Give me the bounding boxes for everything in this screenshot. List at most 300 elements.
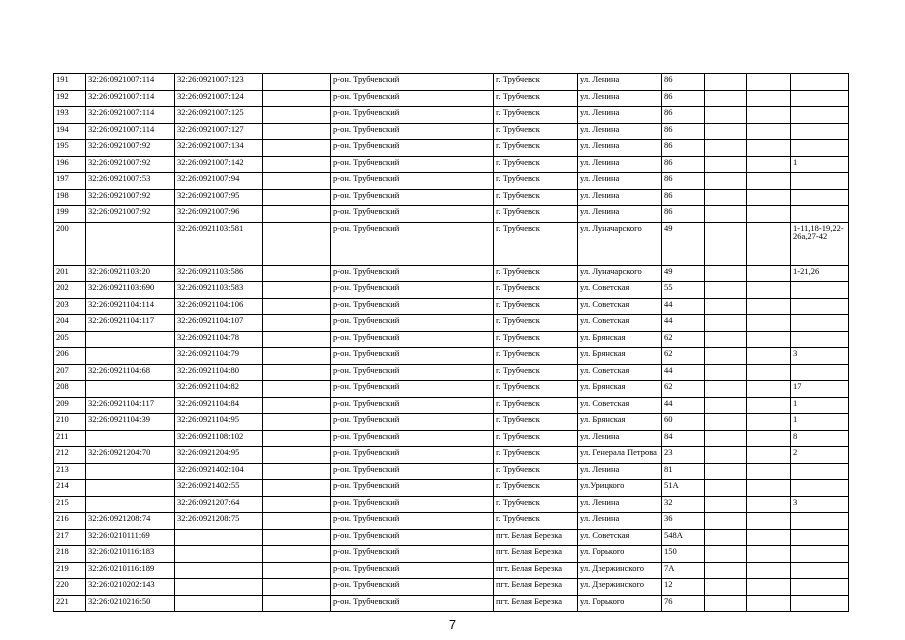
cell-extra-column-2 bbox=[747, 480, 791, 497]
cell-apartment-numbers: 1-21,26 bbox=[791, 265, 849, 282]
cell-locality: г. Трубчевск bbox=[494, 381, 578, 398]
cell-locality: г. Трубчевск bbox=[494, 348, 578, 365]
cell-cadastral-number: 32:26:0921007:94 bbox=[175, 173, 263, 190]
cell-blank-column bbox=[263, 414, 331, 431]
cell-locality: пгт. Белая Березка bbox=[494, 562, 578, 579]
cell-apartment-numbers bbox=[791, 463, 849, 480]
cell-cadastral-number-parent: 32:26:0921007:92 bbox=[86, 206, 175, 223]
cell-locality: г. Трубчевск bbox=[494, 265, 578, 282]
cell-house-number: 86 bbox=[662, 74, 705, 91]
cell-blank-column bbox=[263, 430, 331, 447]
cell-apartment-numbers bbox=[791, 315, 849, 332]
table-row bbox=[54, 265, 849, 282]
cell-blank-column bbox=[263, 463, 331, 480]
cell-extra-column-2 bbox=[747, 282, 791, 299]
cell-extra-column-1 bbox=[705, 331, 747, 348]
table-row bbox=[54, 430, 849, 447]
table-row bbox=[54, 546, 849, 563]
cell-apartment-numbers bbox=[791, 74, 849, 91]
cell-apartment-numbers bbox=[791, 529, 849, 546]
cell-house-number: 62 bbox=[662, 348, 705, 365]
cell-cadastral-number: 32:26:0921007:125 bbox=[175, 107, 263, 124]
cell-apartment-numbers: 3 bbox=[791, 348, 849, 365]
table-row bbox=[54, 364, 849, 381]
table-row bbox=[54, 173, 849, 190]
cell-apartment-numbers: 1-11,18-19,22-26а,27-42 bbox=[791, 222, 849, 265]
cell-locality: г. Трубчевск bbox=[494, 463, 578, 480]
cell-row-number: 192 bbox=[54, 90, 86, 107]
cell-extra-column-1 bbox=[705, 430, 747, 447]
cell-district: р-он. Трубчевский bbox=[331, 430, 494, 447]
cell-locality: г. Трубчевск bbox=[494, 90, 578, 107]
cell-blank-column bbox=[263, 546, 331, 563]
cell-locality: г. Трубчевск bbox=[494, 480, 578, 497]
cell-cadastral-number-parent: 32:26:0210111:69 bbox=[86, 529, 175, 546]
table-row bbox=[54, 107, 849, 124]
cell-locality: г. Трубчевск bbox=[494, 496, 578, 513]
cell-row-number: 216 bbox=[54, 513, 86, 530]
cell-blank-column bbox=[263, 562, 331, 579]
cell-extra-column-2 bbox=[747, 348, 791, 365]
cell-cadastral-number-parent bbox=[86, 463, 175, 480]
cell-district: р-он. Трубчевский bbox=[331, 156, 494, 173]
cell-street: ул. Луначарского bbox=[578, 265, 662, 282]
cell-district: р-он. Трубчевский bbox=[331, 562, 494, 579]
cell-extra-column-2 bbox=[747, 513, 791, 530]
cell-extra-column-1 bbox=[705, 579, 747, 596]
cell-house-number: 84 bbox=[662, 430, 705, 447]
cell-district: р-он. Трубчевский bbox=[331, 381, 494, 398]
cell-house-number: 81 bbox=[662, 463, 705, 480]
cell-street: ул. Советская bbox=[578, 364, 662, 381]
cell-row-number: 209 bbox=[54, 397, 86, 414]
cell-district: р-он. Трубчевский bbox=[331, 123, 494, 140]
cell-extra-column-2 bbox=[747, 364, 791, 381]
cell-cadastral-number: 32:26:0921207:64 bbox=[175, 496, 263, 513]
cell-extra-column-1 bbox=[705, 397, 747, 414]
table-row bbox=[54, 496, 849, 513]
cell-cadastral-number-parent: 32:26:0921007:114 bbox=[86, 90, 175, 107]
cell-locality: г. Трубчевск bbox=[494, 447, 578, 464]
cell-apartment-numbers bbox=[791, 513, 849, 530]
cell-cadastral-number: 32:26:0921204:95 bbox=[175, 447, 263, 464]
cell-blank-column bbox=[263, 107, 331, 124]
cell-district: р-он. Трубчевский bbox=[331, 282, 494, 299]
table-row bbox=[54, 595, 849, 612]
cell-cadastral-number bbox=[175, 529, 263, 546]
cell-apartment-numbers bbox=[791, 331, 849, 348]
cell-extra-column-2 bbox=[747, 206, 791, 223]
cell-apartment-numbers bbox=[791, 90, 849, 107]
table-row bbox=[54, 140, 849, 157]
cell-locality: г. Трубчевск bbox=[494, 123, 578, 140]
cell-blank-column bbox=[263, 173, 331, 190]
cell-cadastral-number-parent bbox=[86, 331, 175, 348]
cell-extra-column-1 bbox=[705, 381, 747, 398]
cell-extra-column-2 bbox=[747, 595, 791, 612]
cell-cadastral-number-parent: 32:26:0921007:114 bbox=[86, 123, 175, 140]
cell-extra-column-2 bbox=[747, 74, 791, 91]
cell-extra-column-1 bbox=[705, 562, 747, 579]
cell-street: ул. Советская bbox=[578, 529, 662, 546]
cell-district: р-он. Трубчевский bbox=[331, 298, 494, 315]
cell-locality: г. Трубчевск bbox=[494, 414, 578, 431]
cell-district: р-он. Трубчевский bbox=[331, 206, 494, 223]
cell-row-number: 202 bbox=[54, 282, 86, 299]
table-row bbox=[54, 513, 849, 530]
cell-cadastral-number: 32:26:0921007:123 bbox=[175, 74, 263, 91]
cell-extra-column-1 bbox=[705, 529, 747, 546]
cell-blank-column bbox=[263, 364, 331, 381]
cell-district: р-он. Трубчевский bbox=[331, 529, 494, 546]
cell-blank-column bbox=[263, 123, 331, 140]
table-row bbox=[54, 529, 849, 546]
cell-extra-column-2 bbox=[747, 173, 791, 190]
cell-blank-column bbox=[263, 156, 331, 173]
cell-apartment-numbers bbox=[791, 282, 849, 299]
cell-cadastral-number-parent: 32:26:0921007:92 bbox=[86, 156, 175, 173]
cell-blank-column bbox=[263, 579, 331, 596]
cell-cadastral-number: 32:26:0921402:55 bbox=[175, 480, 263, 497]
cell-extra-column-1 bbox=[705, 298, 747, 315]
cell-extra-column-1 bbox=[705, 348, 747, 365]
cell-extra-column-2 bbox=[747, 315, 791, 332]
cell-cadastral-number-parent: 32:26:0210216:50 bbox=[86, 595, 175, 612]
cell-apartment-numbers bbox=[791, 140, 849, 157]
cell-cadastral-number-parent: 32:26:0921104:114 bbox=[86, 298, 175, 315]
cell-street: ул. Советская bbox=[578, 298, 662, 315]
cell-street: ул. Советская bbox=[578, 397, 662, 414]
cell-street: ул. Ленина bbox=[578, 513, 662, 530]
cell-row-number: 205 bbox=[54, 331, 86, 348]
table-row bbox=[54, 156, 849, 173]
cell-extra-column-1 bbox=[705, 222, 747, 265]
cell-extra-column-1 bbox=[705, 546, 747, 563]
cell-extra-column-1 bbox=[705, 364, 747, 381]
cell-apartment-numbers bbox=[791, 595, 849, 612]
cell-street: ул. Брянская bbox=[578, 331, 662, 348]
cell-row-number: 220 bbox=[54, 579, 86, 596]
cell-apartment-numbers bbox=[791, 562, 849, 579]
cell-extra-column-2 bbox=[747, 562, 791, 579]
cell-house-number: 548А bbox=[662, 529, 705, 546]
cell-apartment-numbers bbox=[791, 123, 849, 140]
cell-blank-column bbox=[263, 140, 331, 157]
cell-cadastral-number-parent: 32:26:0921104:117 bbox=[86, 397, 175, 414]
table-row bbox=[54, 189, 849, 206]
cell-house-number: 51А bbox=[662, 480, 705, 497]
cell-apartment-numbers: 1 bbox=[791, 397, 849, 414]
cell-row-number: 212 bbox=[54, 447, 86, 464]
cell-district: р-он. Трубчевский bbox=[331, 74, 494, 91]
cell-street: ул. Ленина bbox=[578, 173, 662, 190]
cell-extra-column-2 bbox=[747, 447, 791, 464]
cell-blank-column bbox=[263, 496, 331, 513]
cell-extra-column-1 bbox=[705, 107, 747, 124]
table-row bbox=[54, 206, 849, 223]
cell-extra-column-1 bbox=[705, 90, 747, 107]
table-row bbox=[54, 90, 849, 107]
cell-locality: пгт. Белая Березка bbox=[494, 595, 578, 612]
cell-locality: г. Трубчевск bbox=[494, 173, 578, 190]
cell-blank-column bbox=[263, 206, 331, 223]
cell-house-number: 150 bbox=[662, 546, 705, 563]
cell-blank-column bbox=[263, 222, 331, 265]
cell-district: р-он. Трубчевский bbox=[331, 107, 494, 124]
cell-street: ул. Брянская bbox=[578, 348, 662, 365]
cell-house-number: 44 bbox=[662, 298, 705, 315]
cell-district: р-он. Трубчевский bbox=[331, 595, 494, 612]
cell-locality: г. Трубчевск bbox=[494, 222, 578, 265]
cell-extra-column-1 bbox=[705, 595, 747, 612]
cell-district: р-он. Трубчевский bbox=[331, 90, 494, 107]
cell-house-number: 44 bbox=[662, 397, 705, 414]
table-row bbox=[54, 414, 849, 431]
cell-cadastral-number: 32:26:0921007:134 bbox=[175, 140, 263, 157]
cell-row-number: 196 bbox=[54, 156, 86, 173]
cell-street: ул. Советская bbox=[578, 315, 662, 332]
registry-table bbox=[53, 73, 849, 612]
cell-house-number: 49 bbox=[662, 265, 705, 282]
cell-street: ул. Дзержинского bbox=[578, 562, 662, 579]
cell-cadastral-number-parent: 32:26:0921103:20 bbox=[86, 265, 175, 282]
cell-extra-column-1 bbox=[705, 414, 747, 431]
cell-locality: г. Трубчевск bbox=[494, 74, 578, 91]
cell-apartment-numbers: 8 bbox=[791, 430, 849, 447]
cell-district: р-он. Трубчевский bbox=[331, 397, 494, 414]
cell-row-number: 200 bbox=[54, 222, 86, 265]
cell-district: р-он. Трубчевский bbox=[331, 579, 494, 596]
cell-street: ул. Ленина bbox=[578, 140, 662, 157]
cell-apartment-numbers bbox=[791, 206, 849, 223]
cell-extra-column-1 bbox=[705, 513, 747, 530]
cell-district: р-он. Трубчевский bbox=[331, 315, 494, 332]
cell-cadastral-number bbox=[175, 562, 263, 579]
cell-extra-column-2 bbox=[747, 430, 791, 447]
cell-locality: г. Трубчевск bbox=[494, 397, 578, 414]
cell-street: ул. Горького bbox=[578, 546, 662, 563]
cell-apartment-numbers: 17 bbox=[791, 381, 849, 398]
cell-extra-column-2 bbox=[747, 90, 791, 107]
cell-locality: г. Трубчевск bbox=[494, 282, 578, 299]
table-row bbox=[54, 463, 849, 480]
cell-extra-column-1 bbox=[705, 463, 747, 480]
cell-cadastral-number: 32:26:0921007:124 bbox=[175, 90, 263, 107]
cell-cadastral-number-parent: 32:26:0921104:39 bbox=[86, 414, 175, 431]
cell-extra-column-2 bbox=[747, 298, 791, 315]
cell-extra-column-1 bbox=[705, 447, 747, 464]
cell-street: ул. Советская bbox=[578, 282, 662, 299]
cell-cadastral-number: 32:26:0921104:84 bbox=[175, 397, 263, 414]
cell-district: р-он. Трубчевский bbox=[331, 496, 494, 513]
cell-blank-column bbox=[263, 298, 331, 315]
cell-cadastral-number: 32:26:0921103:586 bbox=[175, 265, 263, 282]
cell-row-number: 210 bbox=[54, 414, 86, 431]
table-row bbox=[54, 579, 849, 596]
cell-house-number: 49 bbox=[662, 222, 705, 265]
cell-street: ул. Генерала Петрова bbox=[578, 447, 662, 464]
cell-extra-column-1 bbox=[705, 140, 747, 157]
cell-apartment-numbers bbox=[791, 579, 849, 596]
cell-house-number: 86 bbox=[662, 156, 705, 173]
cell-cadastral-number: 32:26:0921007:96 bbox=[175, 206, 263, 223]
cell-cadastral-number-parent bbox=[86, 348, 175, 365]
cell-row-number: 194 bbox=[54, 123, 86, 140]
cell-cadastral-number-parent: 32:26:0921208:74 bbox=[86, 513, 175, 530]
cell-house-number: 60 bbox=[662, 414, 705, 431]
cell-locality: г. Трубчевск bbox=[494, 140, 578, 157]
cell-street: ул. Ленина bbox=[578, 74, 662, 91]
cell-cadastral-number: 32:26:0921103:581 bbox=[175, 222, 263, 265]
cell-house-number: 86 bbox=[662, 140, 705, 157]
cell-house-number: 44 bbox=[662, 364, 705, 381]
cell-locality: г. Трубчевск bbox=[494, 315, 578, 332]
cell-row-number: 206 bbox=[54, 348, 86, 365]
table-row bbox=[54, 397, 849, 414]
cell-extra-column-1 bbox=[705, 74, 747, 91]
cell-locality: пгт. Белая Березка bbox=[494, 579, 578, 596]
cell-district: р-он. Трубчевский bbox=[331, 265, 494, 282]
cell-row-number: 201 bbox=[54, 265, 86, 282]
cell-blank-column bbox=[263, 529, 331, 546]
cell-extra-column-1 bbox=[705, 480, 747, 497]
cell-apartment-numbers: 1 bbox=[791, 156, 849, 173]
cell-street: ул. Горького bbox=[578, 595, 662, 612]
cell-cadastral-number-parent bbox=[86, 381, 175, 398]
cell-blank-column bbox=[263, 189, 331, 206]
cell-extra-column-2 bbox=[747, 579, 791, 596]
cell-district: р-он. Трубчевский bbox=[331, 140, 494, 157]
cell-extra-column-2 bbox=[747, 189, 791, 206]
cell-apartment-numbers: 2 bbox=[791, 447, 849, 464]
cell-extra-column-2 bbox=[747, 381, 791, 398]
cell-street: ул. Ленина bbox=[578, 156, 662, 173]
cell-street: ул. Брянская bbox=[578, 414, 662, 431]
cell-house-number: 32 bbox=[662, 496, 705, 513]
cell-locality: г. Трубчевск bbox=[494, 331, 578, 348]
cell-apartment-numbers bbox=[791, 480, 849, 497]
cell-district: р-он. Трубчевский bbox=[331, 364, 494, 381]
cell-street: ул. Луначарского bbox=[578, 222, 662, 265]
cell-locality: г. Трубчевск bbox=[494, 364, 578, 381]
cell-locality: пгт. Белая Березка bbox=[494, 529, 578, 546]
cell-district: р-он. Трубчевский bbox=[331, 173, 494, 190]
cell-row-number: 207 bbox=[54, 364, 86, 381]
cell-extra-column-1 bbox=[705, 156, 747, 173]
cell-cadastral-number: 32:26:0921104:82 bbox=[175, 381, 263, 398]
cell-blank-column bbox=[263, 331, 331, 348]
cell-house-number: 12 bbox=[662, 579, 705, 596]
cell-row-number: 193 bbox=[54, 107, 86, 124]
cell-blank-column bbox=[263, 513, 331, 530]
cell-cadastral-number-parent: 32:26:0921007:114 bbox=[86, 107, 175, 124]
cell-house-number: 86 bbox=[662, 206, 705, 223]
cell-cadastral-number: 32:26:0921104:95 bbox=[175, 414, 263, 431]
cell-row-number: 191 bbox=[54, 74, 86, 91]
cell-district: р-он. Трубчевский bbox=[331, 513, 494, 530]
cell-locality: г. Трубчевск bbox=[494, 298, 578, 315]
cell-cadastral-number: 32:26:0921108:102 bbox=[175, 430, 263, 447]
cell-cadastral-number: 32:26:0921007:95 bbox=[175, 189, 263, 206]
table-row bbox=[54, 222, 849, 265]
cell-row-number: 199 bbox=[54, 206, 86, 223]
cell-cadastral-number-parent: 32:26:0921007:92 bbox=[86, 140, 175, 157]
cell-blank-column bbox=[263, 397, 331, 414]
cell-cadastral-number-parent: 32:26:0921007:114 bbox=[86, 74, 175, 91]
table-row bbox=[54, 282, 849, 299]
cell-cadastral-number bbox=[175, 595, 263, 612]
table-row bbox=[54, 480, 849, 497]
cell-district: р-он. Трубчевский bbox=[331, 463, 494, 480]
cell-row-number: 208 bbox=[54, 381, 86, 398]
cell-row-number: 203 bbox=[54, 298, 86, 315]
cell-row-number: 217 bbox=[54, 529, 86, 546]
cell-cadastral-number-parent: 32:26:0210116:189 bbox=[86, 562, 175, 579]
cell-cadastral-number-parent: 32:26:0921204:70 bbox=[86, 447, 175, 464]
cell-extra-column-1 bbox=[705, 123, 747, 140]
cell-cadastral-number-parent: 32:26:0921007:92 bbox=[86, 189, 175, 206]
cell-locality: пгт. Белая Березка bbox=[494, 546, 578, 563]
cell-cadastral-number-parent: 32:26:0210202:143 bbox=[86, 579, 175, 596]
cell-cadastral-number-parent: 32:26:0921104:68 bbox=[86, 364, 175, 381]
cell-row-number: 195 bbox=[54, 140, 86, 157]
table-row bbox=[54, 298, 849, 315]
cell-cadastral-number: 32:26:0921402:104 bbox=[175, 463, 263, 480]
cell-cadastral-number: 32:26:0921104:78 bbox=[175, 331, 263, 348]
cell-street: ул. Ленина bbox=[578, 123, 662, 140]
cell-blank-column bbox=[263, 90, 331, 107]
cell-extra-column-2 bbox=[747, 265, 791, 282]
cell-street: ул. Ленина bbox=[578, 463, 662, 480]
cell-cadastral-number-parent: 32:26:0921103:690 bbox=[86, 282, 175, 299]
cell-house-number: 86 bbox=[662, 107, 705, 124]
cell-house-number: 44 bbox=[662, 315, 705, 332]
cell-house-number: 55 bbox=[662, 282, 705, 299]
cell-cadastral-number bbox=[175, 579, 263, 596]
cell-cadastral-number-parent bbox=[86, 222, 175, 265]
table-row bbox=[54, 123, 849, 140]
cell-street: ул. Ленина bbox=[578, 206, 662, 223]
cell-row-number: 214 bbox=[54, 480, 86, 497]
cell-blank-column bbox=[263, 315, 331, 332]
cell-cadastral-number-parent: 32:26:0921104:117 bbox=[86, 315, 175, 332]
cell-extra-column-1 bbox=[705, 189, 747, 206]
cell-extra-column-2 bbox=[747, 397, 791, 414]
cell-locality: г. Трубчевск bbox=[494, 513, 578, 530]
cell-apartment-numbers: 1 bbox=[791, 414, 849, 431]
cell-cadastral-number-parent: 32:26:0921007:53 bbox=[86, 173, 175, 190]
cell-row-number: 198 bbox=[54, 189, 86, 206]
table-row bbox=[54, 381, 849, 398]
cell-apartment-numbers bbox=[791, 107, 849, 124]
cell-cadastral-number-parent bbox=[86, 480, 175, 497]
cell-street: ул. Дзержинского bbox=[578, 579, 662, 596]
cell-apartment-numbers bbox=[791, 173, 849, 190]
cell-house-number: 86 bbox=[662, 123, 705, 140]
table-row bbox=[54, 74, 849, 91]
cell-district: р-он. Трубчевский bbox=[331, 348, 494, 365]
cell-extra-column-2 bbox=[747, 331, 791, 348]
cell-cadastral-number: 32:26:0921104:106 bbox=[175, 298, 263, 315]
cell-blank-column bbox=[263, 265, 331, 282]
cell-apartment-numbers bbox=[791, 298, 849, 315]
cell-cadastral-number-parent bbox=[86, 496, 175, 513]
cell-blank-column bbox=[263, 381, 331, 398]
cell-extra-column-1 bbox=[705, 282, 747, 299]
cell-apartment-numbers bbox=[791, 189, 849, 206]
cell-extra-column-2 bbox=[747, 414, 791, 431]
cell-extra-column-1 bbox=[705, 206, 747, 223]
